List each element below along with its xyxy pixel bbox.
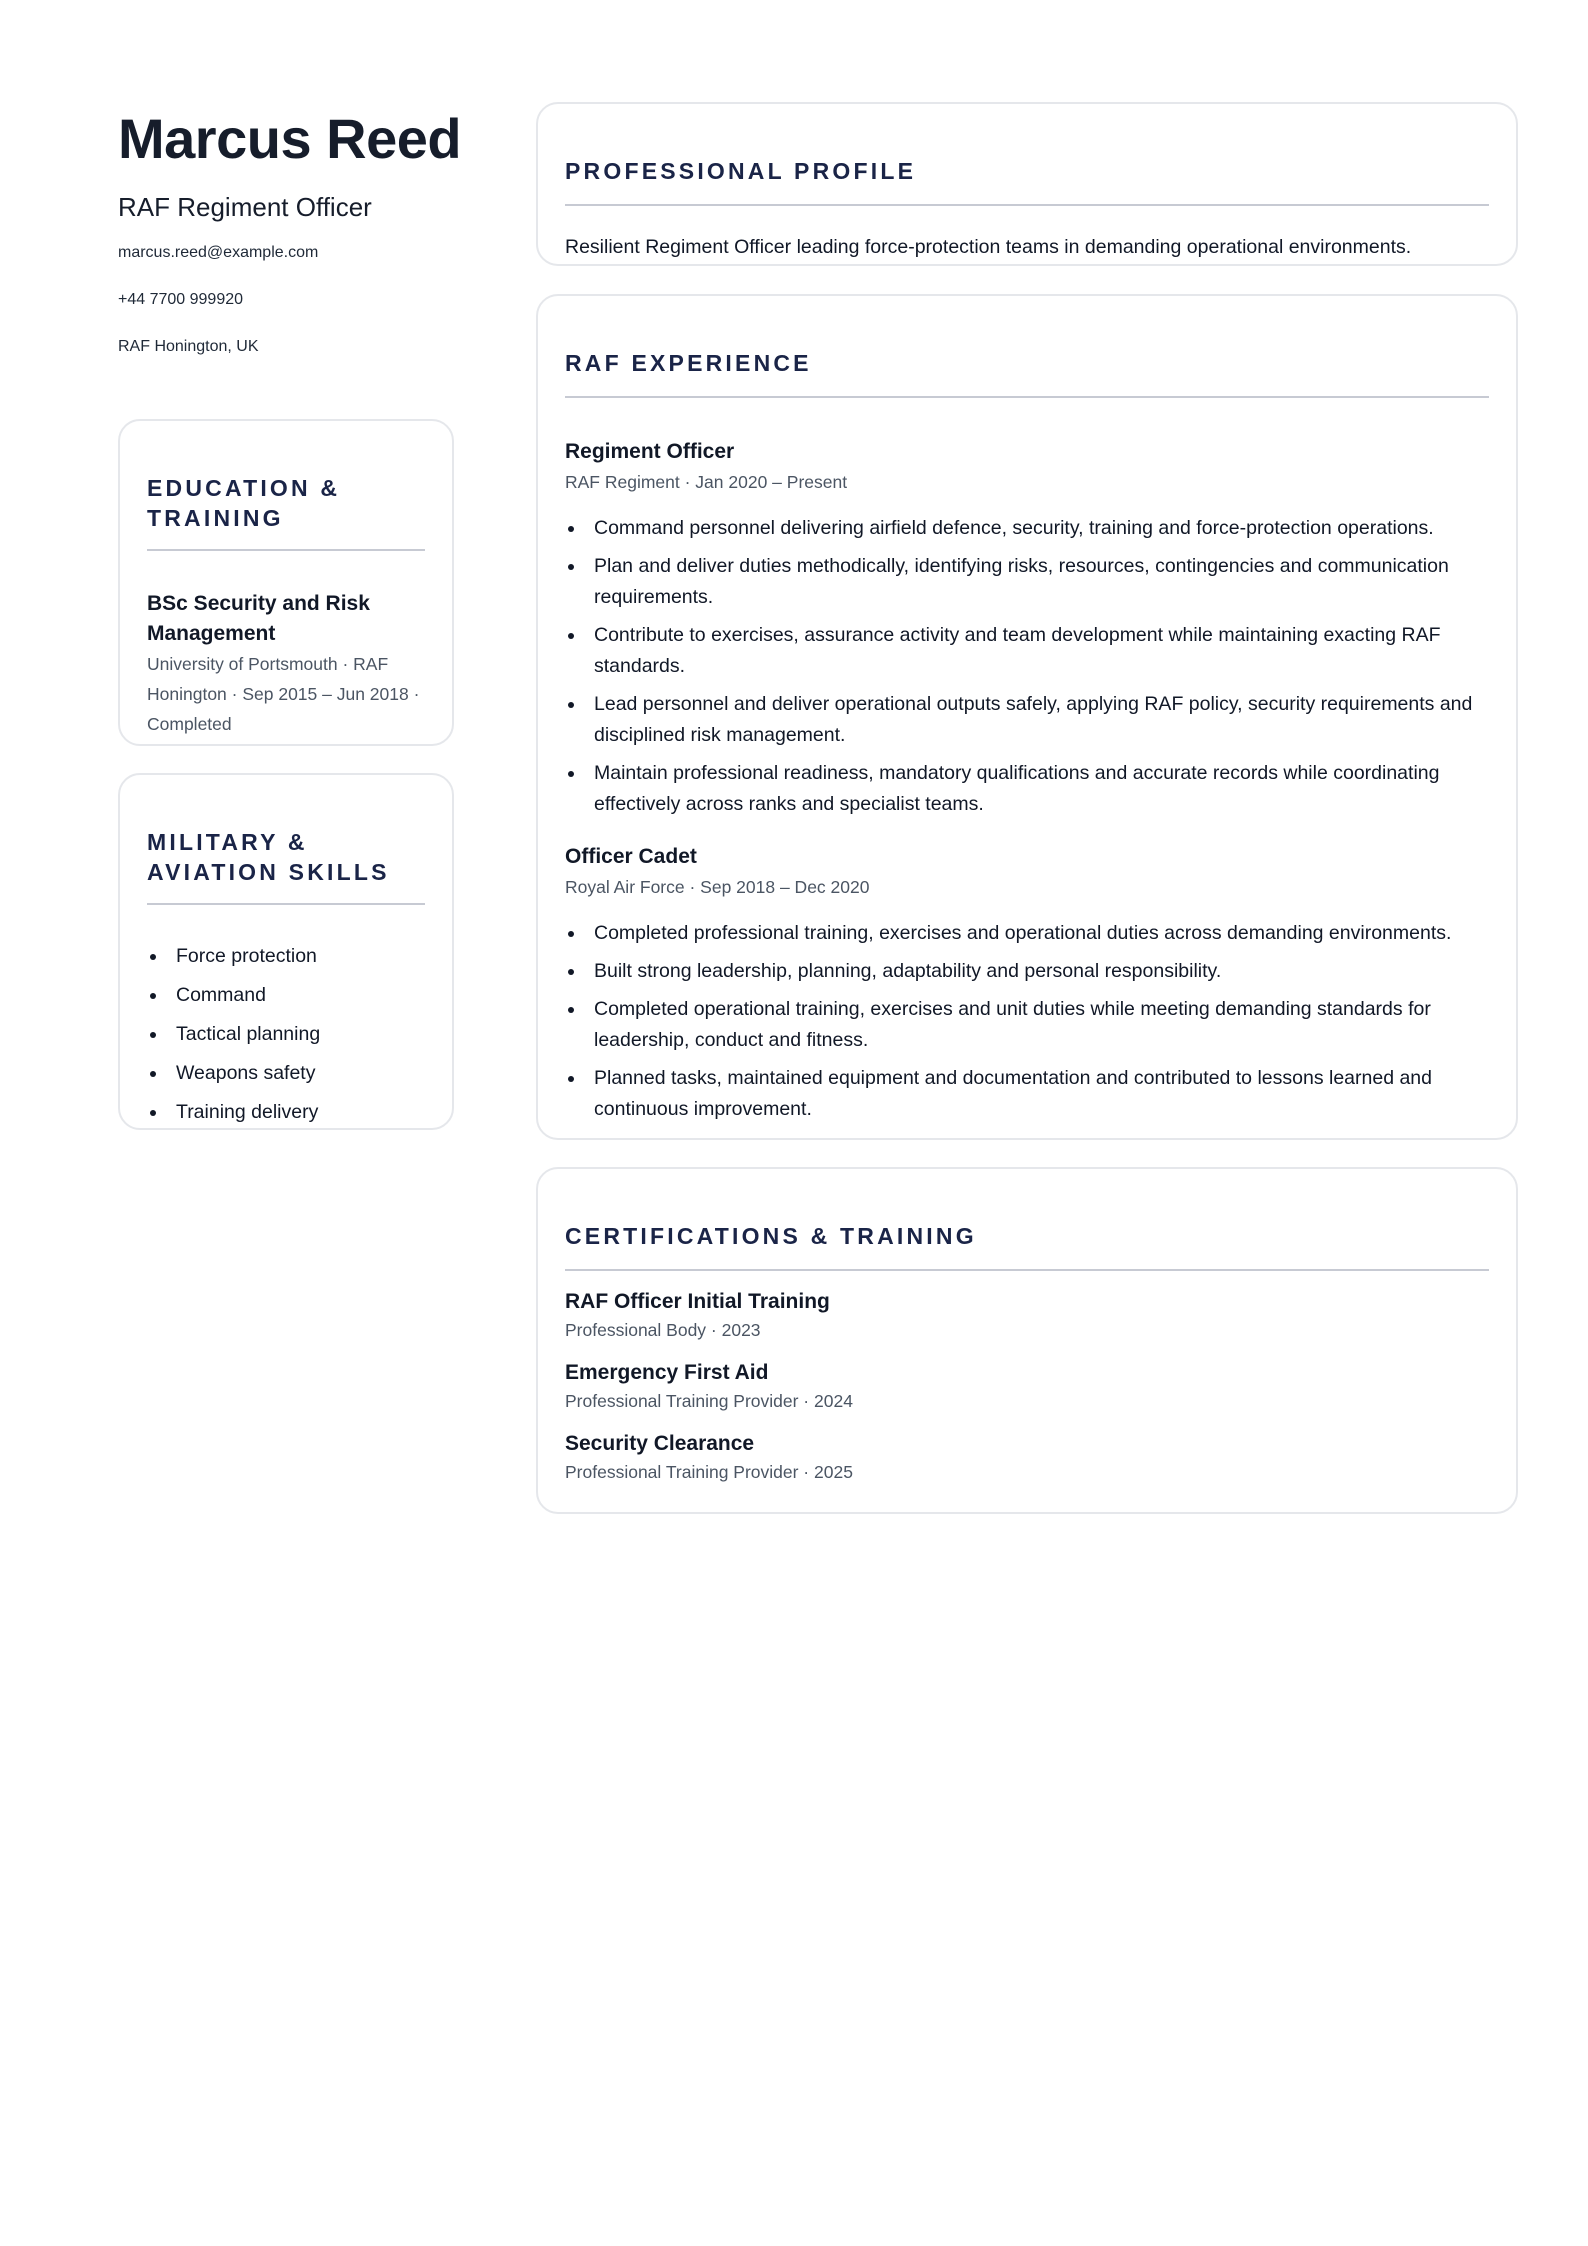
skill-item: Force protection [147, 941, 425, 972]
education-section [118, 419, 454, 746]
skill-item: Command [147, 980, 425, 1011]
skill-item: Training delivery [147, 1097, 425, 1128]
certification-item [565, 1358, 1489, 1414]
certifications-heading: CERTIFICATIONS & TRAINING [565, 1223, 977, 1249]
job-bullet: Completed professional training, exercises and operational duties across demanding environments. [565, 918, 1489, 949]
certification-meta: Professional Training Provider · 2024 [565, 1391, 853, 1411]
job-meta: RAF Regiment · Jan 2020 – Present [565, 472, 848, 492]
job-bullets [565, 918, 1489, 1125]
job-bullet: Maintain professional readiness, mandatory qualifications and accurate records while coordinating effectively across ranks and specialist teams. [565, 758, 1489, 820]
job-bullet: Built strong leadership, planning, adaptability and personal responsibility. [565, 956, 1489, 987]
job-title: Regiment Officer [565, 440, 735, 463]
section-divider [565, 1269, 1489, 1271]
main-column [536, 102, 1518, 1514]
job-bullet: Command personnel delivering airfield defence, security, training and force-protection operations. [565, 513, 1489, 544]
education-entry [147, 589, 425, 739]
skills-heading: MILITARY & AVIATION SKILLS [147, 829, 390, 885]
job-title: Officer Cadet [565, 845, 697, 868]
experience-heading: RAF EXPERIENCE [565, 350, 812, 376]
certification-item [565, 1429, 1489, 1485]
section-divider [147, 903, 425, 905]
job-bullets [565, 513, 1489, 820]
certification-meta: Professional Body · 2023 [565, 1320, 761, 1340]
skills-section [118, 773, 454, 1130]
job-bullet: Plan and deliver duties methodically, identifying risks, resources, contingencies and communication requirements. [565, 551, 1489, 613]
job-entry [565, 842, 1489, 1125]
profile-summary: Resilient Regiment Officer leading force-protection teams in demanding operational environments. [565, 236, 1412, 258]
section-divider [565, 204, 1489, 206]
profile-heading: PROFESSIONAL PROFILE [565, 158, 917, 184]
certification-name: Emergency First Aid [565, 1361, 769, 1384]
certifications-list [565, 1287, 1489, 1485]
certification-meta: Professional Training Provider · 2025 [565, 1462, 853, 1482]
certification-name: RAF Officer Initial Training [565, 1290, 830, 1313]
job-bullet: Lead personnel and deliver operational outputs safely, applying RAF policy, security requirements and disciplined risk management. [565, 689, 1489, 751]
education-heading: EDUCATION & TRAINING [147, 475, 341, 531]
sidebar [118, 100, 462, 1130]
job-meta: Royal Air Force · Sep 2018 – Dec 2020 [565, 877, 870, 897]
job-entry [565, 437, 1489, 820]
experience-section [536, 294, 1518, 1140]
job-bullet: Planned tasks, maintained equipment and documentation and contributed to lessons learned and continuous improvement. [565, 1063, 1489, 1125]
skills-list [147, 941, 425, 1128]
job-bullet: Completed operational training, exercises and unit duties while meeting demanding standards for leadership, conduct and fitness. [565, 994, 1489, 1056]
contact-phone[interactable]: +44 7700 999920 [118, 291, 244, 308]
job-bullet: Contribute to exercises, assurance activity and team development while maintaining exacting RAF standards. [565, 620, 1489, 682]
skill-item: Weapons safety [147, 1058, 425, 1089]
certification-name: Security Clearance [565, 1432, 755, 1455]
certification-item [565, 1287, 1489, 1343]
education-degree: BSc Security and Risk Management [147, 592, 370, 645]
section-divider [147, 549, 425, 551]
section-divider [565, 396, 1489, 398]
contact-list [118, 242, 454, 358]
candidate-title: RAF Regiment Officer [118, 192, 372, 222]
education-details: University of Portsmouth · RAF Honington · Sep 2015 – Jun 2018 · Completed [147, 654, 420, 734]
contact-location: RAF Honington, UK [118, 338, 259, 355]
contact-email[interactable]: marcus.reed@example.com [118, 244, 319, 261]
profile-section [536, 102, 1518, 266]
certifications-section [536, 1167, 1518, 1514]
skill-item: Tactical planning [147, 1019, 425, 1050]
candidate-name: Marcus Reed [118, 107, 462, 170]
